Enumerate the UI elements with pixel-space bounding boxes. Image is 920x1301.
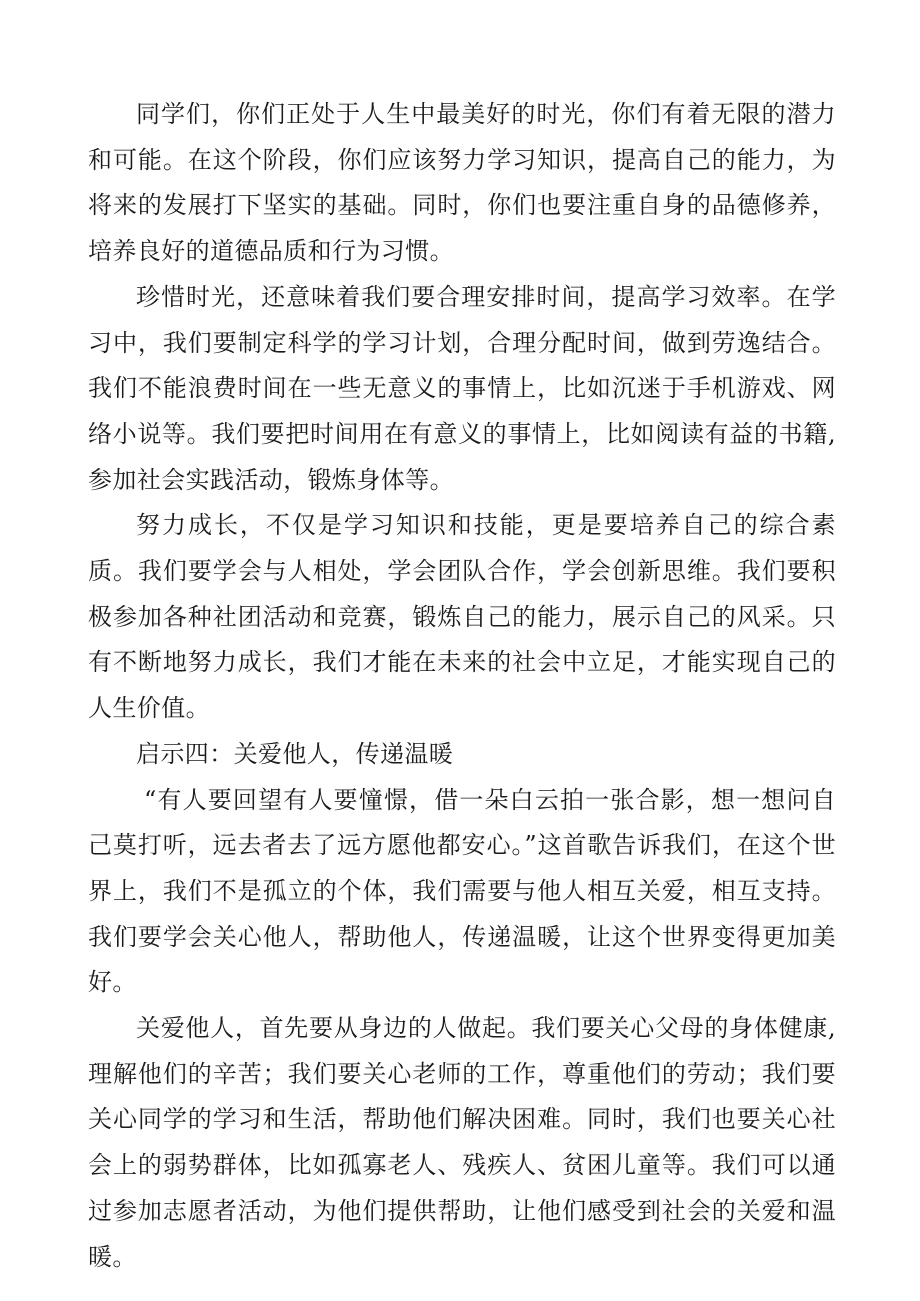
paragraph-care-others: 关爱他人，首先要从身边的人做起。我们要关心父母的身体健康,理解他们的辛苦；我们要关心老师的工作，尊重他们的劳动；我们要关心同学的学习和生活，帮助他们解决困难。同时，我们也要关心社会上的弱势群体，比如孤寡老人、残疾人、贫困儿童等。我们可以通过参加志愿者活动，为他们提供帮助，让他们感受到社会的关爱和温暖。 [88,1014,836,1271]
paragraph-song-quote: “有人要回望有人要憧憬，借一朵白云拍一张合影，想一想问自己莫打听，远去者去了远方愿他都安心。”这首歌告诉我们，在这个世界上，我们不是孤立的个体，我们需要与他人相互关爱，相互支持。我们要学会关心他人，帮助他人，传递温暖，让这个世界变得更加美好。 [88,785,836,997]
paragraph-students: 同学们，你们正处于人生中最美好的时光，你们有着无限的潜力和可能。在这个阶段，你们应该努力学习知识，提高自己的能力，为将来的发展打下坚实的基础。同时，你们也要注重自身的品德修养，培养良好的道德品质和行为习惯。 [88,100,836,266]
section-heading: 启示四：关爱他人，传递温暖 [136,739,454,768]
paragraph-cherish-time: 珍惜时光，还意味着我们要合理安排时间，提高学习效率。在学习中，我们要制定科学的学习计划，合理分配时间，做到劳逸结合。我们不能浪费时间在一些无意义的事情上，比如沉迷于手机游戏、网络小说等。我们要把时间用在有意义的事情上，比如阅读有益的书籍,参加社会实践活动，锻炼身体等。 [88,282,836,494]
document-body [88,92,836,1280]
paragraph-grow: 努力成长，不仅是学习知识和技能，更是要培养自己的综合素质。我们要学会与人相处，学会团队合作，学会创新思维。我们要积极参加各种社团活动和竞赛，锻炼自己的能力，展示自己的风采。只有不断地努力成长，我们才能在未来的社会中立足，才能实现自己的人生价值。 [88,511,836,723]
